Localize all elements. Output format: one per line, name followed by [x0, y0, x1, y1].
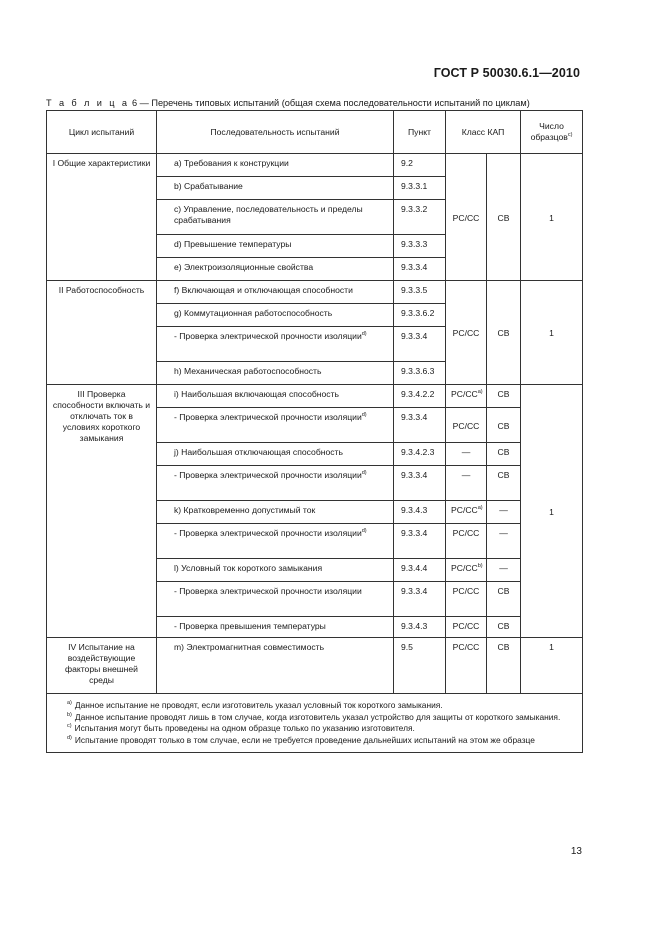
class-cell: CB [487, 617, 521, 638]
cycle-cell: III Проверка способности включать и отключать ток в условиях короткого замыкания [47, 385, 157, 638]
class-cell: PC/CC [446, 582, 487, 617]
sequence-cell: l) Условный ток короткого замыкания [157, 559, 394, 582]
footnote-ref: a) [477, 389, 483, 395]
cycle-cell: II Работоспособность [47, 281, 157, 385]
cycle-cell: IV Испытание на воздействующие факторы внешней среды [47, 638, 157, 694]
footnote-text: Данное испытание не проводят, если изготовитель указал условный ток короткого замыкания. [74, 700, 443, 710]
header-cycle: Цикл испытаний [47, 111, 157, 154]
clause-cell: 9.3.3.4 [394, 582, 446, 617]
samples-cell: 1 [521, 281, 583, 385]
class-cell: — [487, 559, 521, 582]
class-cell [446, 501, 487, 524]
class-cell: PC/CC [446, 281, 487, 385]
header-class: Класс КАП [446, 111, 521, 154]
sequence-cell: h) Механическая работоспособность [157, 362, 394, 385]
footnote-mark: b) [67, 711, 72, 718]
clause-cell: 9.3.4.3 [394, 617, 446, 638]
class-text: PC/CC [451, 389, 478, 399]
class-cell: — [446, 466, 487, 501]
clause-cell: 9.3.3.3 [394, 235, 446, 258]
sequence-text: - Проверка электрической прочности изоляции [174, 528, 362, 538]
sequence-cell: i) Наибольшая включающая способность [157, 385, 394, 408]
sequence-cell: j) Наибольшая отключающая способность [157, 443, 394, 466]
clause-cell: 9.3.3.4 [394, 524, 446, 559]
table-row [47, 281, 583, 304]
class-cell: — [487, 501, 521, 524]
sequence-cell: e) Электроизоляционные свойства [157, 258, 394, 281]
footnote-text: Данное испытание проводят лишь в том случае, когда изготовитель указал устройство для защиты от короткого замыкания. [74, 711, 561, 722]
table-row [47, 154, 583, 177]
class-cell: CB [487, 443, 521, 466]
clause-cell: 9.3.3.6.3 [394, 362, 446, 385]
clause-cell: 9.2 [394, 154, 446, 177]
sequence-cell: d) Превышение температуры [157, 235, 394, 258]
sequence-cell: c) Управление, последовательность и пределы срабатывания [157, 200, 394, 235]
class-cell: PC/CC [446, 617, 487, 638]
footnote-ref: d) [361, 470, 367, 476]
class-cell: PC/CC [446, 154, 487, 281]
clause-cell: 9.3.4.2.3 [394, 443, 446, 466]
sequence-cell: f) Включающая и отключающая способности [157, 281, 394, 304]
table-header-row [47, 111, 583, 154]
notes-row [47, 694, 583, 753]
clause-cell: 9.3.3.4 [394, 258, 446, 281]
footnote [53, 735, 576, 747]
table-caption-prefix: Т а б л и ц а [46, 98, 130, 108]
table-caption [46, 98, 606, 108]
class-text: PC/CC [451, 505, 478, 515]
sequence-cell: a) Требования к конструкции [157, 154, 394, 177]
class-cell: — [446, 443, 487, 466]
clause-cell: 9.3.3.1 [394, 177, 446, 200]
footnote-mark: c) [67, 723, 72, 729]
footnote-mark: d) [67, 734, 72, 741]
sequence-cell: g) Коммутационная работоспособность [157, 304, 394, 327]
clause-cell: 9.3.3.6.2 [394, 304, 446, 327]
clause-cell: 9.3.4.4 [394, 559, 446, 582]
header-samples-note: c) [567, 132, 573, 138]
test-sequence-table [46, 110, 583, 753]
header-samples [521, 111, 583, 154]
sequence-cell: k) Кратковременно допустимый ток [157, 501, 394, 524]
footnote-text: Испытание проводят только в том случае, если не требуется проведение дальнейших испытаний на этом же образце [74, 734, 535, 745]
footnote-text: Испытания могут быть проведены на одном образце только по указанию изготовителя. [74, 723, 415, 733]
class-cell: — [487, 524, 521, 559]
cycle-cell: I Общие характеристики [47, 154, 157, 281]
footnote-ref: a) [477, 505, 483, 511]
clause-cell: 9.3.4.2.2 [394, 385, 446, 408]
samples-cell: 1 [521, 154, 583, 281]
clause-cell: 9.3.3.4 [394, 466, 446, 501]
table-caption-text: 6 — Перечень типовых испытаний (общая схема последовательности испытаний по циклам) [131, 98, 530, 108]
sequence-text: - Проверка электрической прочности изоляции [174, 412, 362, 422]
sequence-cell [157, 408, 394, 443]
footnote-ref: d) [361, 412, 367, 418]
table-row [47, 385, 583, 408]
header-clause: Пункт [394, 111, 446, 154]
footnote [53, 712, 576, 724]
class-cell: CB [487, 385, 521, 408]
standard-designation: ГОСТ Р 50030.6.1—2010 [433, 66, 580, 80]
footnote [53, 700, 576, 712]
clause-cell: 9.3.3.4 [394, 408, 446, 443]
sequence-cell: - Проверка превышения температуры [157, 617, 394, 638]
clause-cell: 9.3.3.2 [394, 200, 446, 235]
sequence-cell [157, 327, 394, 362]
class-cell: CB [487, 154, 521, 281]
footnote-ref: d) [361, 331, 367, 337]
notes-cell [47, 694, 583, 753]
class-cell: PC/CC [446, 524, 487, 559]
table-row [47, 638, 583, 694]
samples-cell: 1 [521, 638, 583, 694]
sequence-text: - Проверка электрической прочности изоляции [174, 470, 362, 480]
sequence-cell: m) Электромагнитная совместимость [157, 638, 394, 694]
class-cell: PC/CC [446, 408, 487, 443]
sequence-text: - Проверка электрической прочности изоляции [174, 331, 362, 341]
class-cell: CB [487, 466, 521, 501]
class-cell: CB [487, 638, 521, 694]
class-cell [446, 385, 487, 408]
footnote [53, 723, 576, 735]
samples-cell: 1 [521, 385, 583, 638]
class-text: PC/CC [451, 563, 478, 573]
class-cell: CB [487, 582, 521, 617]
class-cell: CB [487, 281, 521, 385]
clause-cell: 9.5 [394, 638, 446, 694]
sequence-cell: - Проверка электрической прочности изоляции [157, 582, 394, 617]
header-sequence: Последовательность испытаний [157, 111, 394, 154]
clause-cell: 9.3.4.3 [394, 501, 446, 524]
class-cell: PC/CC [446, 638, 487, 694]
footnote-ref: d) [361, 528, 367, 534]
class-cell: CB [487, 408, 521, 443]
header-samples-label: Число образцов [530, 121, 568, 142]
clause-cell: 9.3.3.4 [394, 327, 446, 362]
footnote-mark: a) [67, 700, 72, 706]
sequence-cell [157, 524, 394, 559]
page-number: 13 [570, 846, 582, 857]
clause-cell: 9.3.3.5 [394, 281, 446, 304]
sequence-cell [157, 466, 394, 501]
sequence-cell: b) Срабатывание [157, 177, 394, 200]
class-cell [446, 559, 487, 582]
footnote-ref: b) [477, 563, 483, 569]
